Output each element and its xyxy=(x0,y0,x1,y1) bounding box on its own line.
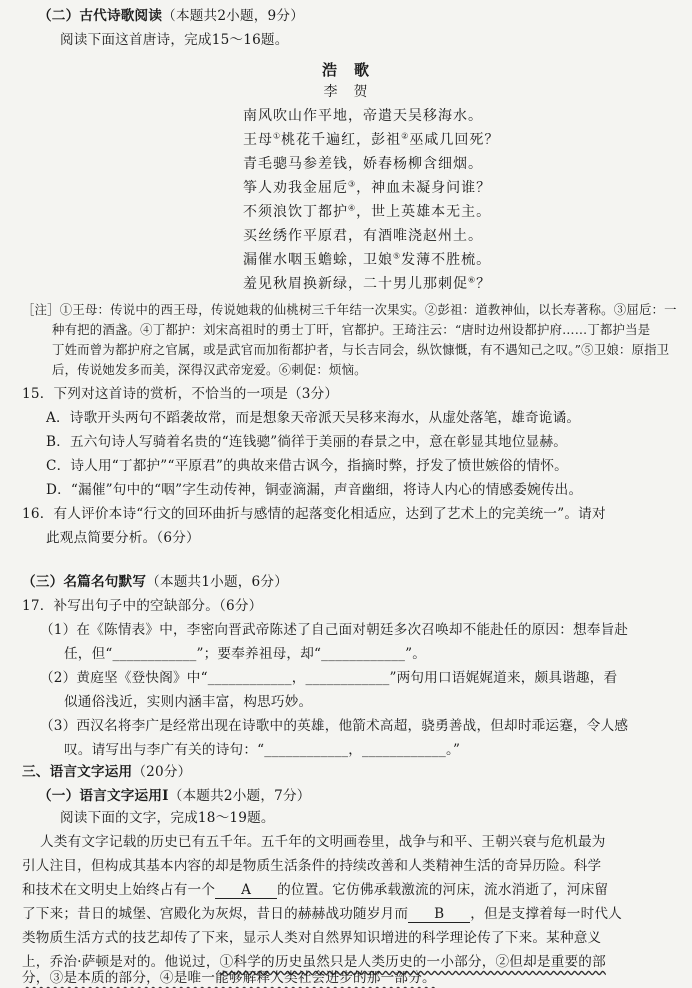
q15-option-d: D．“漏催”句中的“咽”字生动传神，铜壶滴漏，声音幽细，将诗人内心的情感委婉传出。 xyxy=(46,482,583,498)
section-3-1-meta: （本题共2小题，7分） xyxy=(168,788,311,804)
question-16-line: 此观点简要分析。（6分） xyxy=(46,530,200,546)
q17-part-3: （3）西汉名将李广是经常出现在诗歌中的英雄，他箭术高超，骁勇善战，但却时乖运蹇，令人感 xyxy=(40,718,629,734)
section-3-1-intro: 阅读下面的文字，完成18～19题。 xyxy=(60,810,275,826)
section-3-meta: （本题共1小题，6分） xyxy=(146,574,288,590)
section-3-heading: （三）名篇名句默写 xyxy=(22,574,147,590)
passage-line: 类物质生活方式的技艺却传了下来，显示人类对自然界知识增进的科学理论传了下来。某种意义 xyxy=(22,930,602,946)
poem-line: 买丝绣作平原君，有酒唯浇赵州土。 xyxy=(243,228,483,244)
q17-part-2: 似通俗浅近，实则内涵丰富，构思巧妙。 xyxy=(64,694,313,710)
poem-line: 羞见秋眉换新绿，二十男儿那刺促⑥？ xyxy=(243,275,492,292)
poem-line: 南风吹山作平地，帝遣天吴移海水。 xyxy=(243,108,483,124)
blank-b: B xyxy=(408,906,470,923)
q17-part-1: （1）在《陈情表》中，李密向晋武帝陈述了自己面对朝廷多次召唤却不能赴任的原因：想奉旨赴 xyxy=(40,622,629,638)
wavy-underlined-quote: 分，③是本质的部分，④是唯一能够解释人类社会进步的那一部分。 xyxy=(22,970,436,986)
q17-part-3: 叹。请写出与李广有关的诗句：“____________，____________。” xyxy=(64,742,461,758)
q15-option-a: A．诗歌开头两句不蹈袭故常，而是想象天帝派天吴移来海水，从虚处落笔，雄奇诡谲。 xyxy=(46,410,581,426)
poem-line: 漏催水咽玉蟾蜍，卫娘⑤发薄不胜梳。 xyxy=(243,251,492,268)
poem-note-line: ［注］①王母：传说中的西王母，传说她栽的仙桃树三千年结一次果实。②彭祖：道教神仙，以长寿著称。③屈卮：一 xyxy=(22,302,677,317)
poem-note-line: 后，传说她发多而美，深得汉武帝宠爱。⑥刺促：烦恼。 xyxy=(52,362,367,377)
section-2-heading: （二）古代诗歌阅读 xyxy=(38,8,163,24)
section-3-header xyxy=(22,572,288,592)
poem-title: 浩 歌 xyxy=(321,61,370,79)
poem-line: 王母①桃花千遍红，彭祖②巫咸几回死？ xyxy=(243,131,500,148)
section-2-header xyxy=(38,6,304,26)
part-3-meta: （20分） xyxy=(132,764,192,780)
passage-line: 了下来；昔日的城堡、宫殿化为灰烬，昔日的赫赫战功随岁月而 B ，但是支撑着每一时代人 xyxy=(22,906,622,922)
question-15-stem: 15．下列对这首诗的赏析，不恰当的一项是（3分） xyxy=(22,386,339,402)
blank-a: A xyxy=(215,882,277,899)
q15-option-b: B．五六句诗人写骑着名贵的“连钱骢”徜徉于美丽的春景之中，意在彰显其地位显赫。 xyxy=(46,434,568,450)
poem-line: 筝人劝我金屈卮③，神血未凝身问谁？ xyxy=(243,179,492,196)
question-16-line: 16．有人评价本诗“行文的回环曲折与感情的起落变化相适应，达到了艺术上的完美统一”。请对 xyxy=(22,506,606,522)
question-17-stem: 17．补写出句子中的空缺部分。（6分） xyxy=(22,598,263,614)
q17-part-1: 任，但“____________”；要奉养祖母，却“____________”。 xyxy=(64,646,427,662)
passage-line: 上，乔治·萨顿是对的。他说过，①科学的历史虽然只是人类历史的一小部分，②但却是重要的部 xyxy=(22,954,606,970)
part-3-heading: 三、语言文字运用 xyxy=(22,764,133,780)
wavy-underlined-quote: ①科学的历史虽然只是人类历史的一小部分，②但却是重要的部 xyxy=(219,954,606,970)
poem-note-line: 种有把的酒盏。④丁都护：刘宋高祖时的勇士丁旰，官都护。王琦注云：“唐时边州设都护府……丁都护当是 xyxy=(52,322,651,337)
passage-line: 和技术在文明史上始终占有一个 A 的位置。它仿佛承载激流的河床，流水消逝了，河床留 xyxy=(22,882,609,898)
poem-line: 青毛骢马参差钱，娇春杨柳含细烟。 xyxy=(243,156,483,172)
section-3-1-header xyxy=(38,786,311,806)
poem-line: 不须浪饮丁都护④，世上英雄本无主。 xyxy=(243,203,492,220)
passage-line: 人类有文字记载的历史已有五千年。五千年的文明画卷里，战争与和平、王朝兴衰与危机最为 xyxy=(40,834,606,850)
poem-author: 李 贺 xyxy=(323,84,369,100)
q17-part-2: （2）黄庭坚《登快阁》中“____________，____________”两句用口语娓娓道来，颇具谐趣，看 xyxy=(40,670,618,686)
passage-line: 引人注目，但构成其基本内容的却是物质生活条件的持续改善和人类精神生活的奇异历险。科学 xyxy=(22,858,602,874)
section-2-meta: （本题共2小题，9分） xyxy=(162,8,304,24)
q15-option-c: C．诗人用“丁都护”“平原君”的典故来借古讽今，指摘时弊，抒发了愤世嫉俗的情怀。 xyxy=(46,458,568,474)
section-2-intro: 阅读下面这首唐诗，完成15～16题。 xyxy=(60,32,289,48)
poem-note-line: 丁姓而曾为都护府之官属，或是武官而加衔都护者，与长吉同会，纵饮慷慨，有不遇知己之叹。”⑤卫娘：原指卫 xyxy=(52,342,670,357)
section-3-1-heading: （一）语言文字运用Ⅰ xyxy=(38,788,169,804)
part-3-header xyxy=(22,762,191,782)
